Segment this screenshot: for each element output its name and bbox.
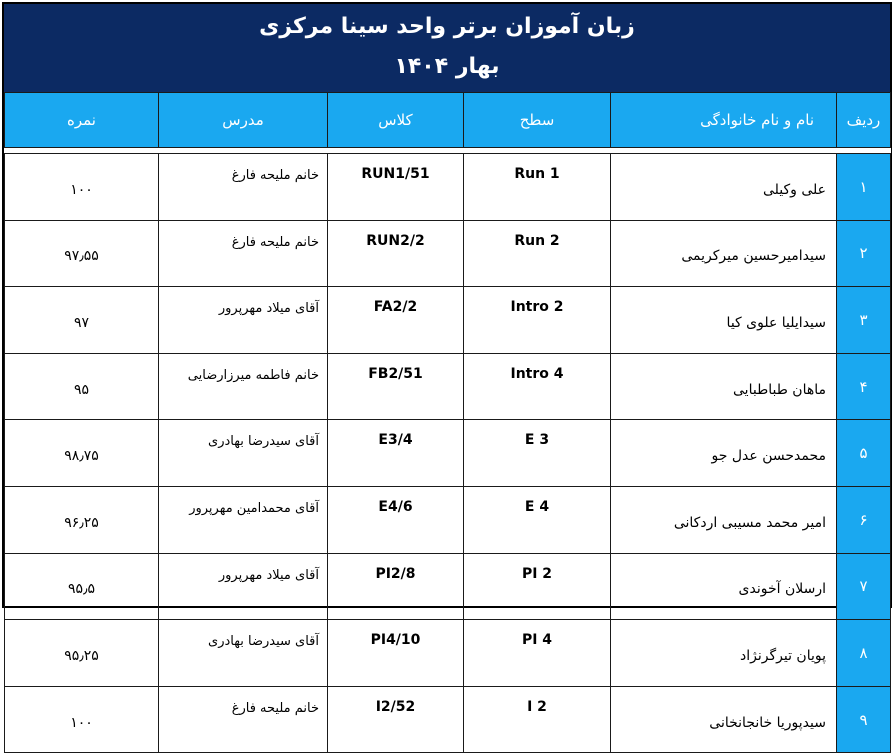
student-name: پویان تیرگرنژاد	[611, 620, 837, 687]
student-score: ۹۷	[5, 287, 159, 354]
honor-roll-sheet	[2, 2, 892, 731]
student-name: سیدایلیا علوی کیا	[611, 287, 837, 354]
student-level: PI 2	[464, 553, 611, 620]
student-level: Intro 4	[464, 353, 611, 420]
student-score: ۱۰۰	[5, 686, 159, 753]
student-level: Run 1	[464, 154, 611, 221]
student-class: FA2/2	[328, 287, 464, 354]
row-index: ۵	[837, 420, 891, 487]
student-name: سیدامیرحسین میرکریمی	[611, 220, 837, 287]
table-row	[5, 287, 891, 354]
column-header-teacher: مدرس	[159, 93, 328, 148]
student-name: ماهان طباطبایی	[611, 353, 837, 420]
column-header-score: نمره	[5, 93, 159, 148]
student-teacher: آقای سیدرضا بهادری	[159, 420, 328, 487]
student-name: ارسلان آخوندی	[611, 553, 837, 620]
student-level: I 2	[464, 686, 611, 753]
table-row	[5, 486, 891, 553]
students-table	[4, 92, 891, 753]
student-name: علی وکیلی	[611, 154, 837, 221]
student-teacher: آقای میلاد مهرپرور	[159, 553, 328, 620]
student-level: Intro 2	[464, 287, 611, 354]
row-index: ۳	[837, 287, 891, 354]
row-index: ۷	[837, 553, 891, 620]
table-row	[5, 353, 891, 420]
student-score: ۹۸٫۷۵	[5, 420, 159, 487]
student-name: محمدحسن عدل جو	[611, 420, 837, 487]
student-teacher: خانم ملیحه فارغ	[159, 686, 328, 753]
student-class: PI4/10	[328, 620, 464, 687]
table-row	[5, 686, 891, 753]
page-title: زبان آموزان برتر واحد سینا مرکزی	[259, 14, 635, 39]
row-index: ۲	[837, 220, 891, 287]
student-teacher: خانم فاطمه میرزارضایی	[159, 353, 328, 420]
table-row	[5, 620, 891, 687]
column-header-name: نام و نام خانوادگی	[611, 93, 837, 148]
row-index: ۴	[837, 353, 891, 420]
student-class: RUN2/2	[328, 220, 464, 287]
column-header-level: سطح	[464, 93, 611, 148]
table-row	[5, 220, 891, 287]
column-header-index: ردیف	[837, 93, 891, 148]
row-index: ۹	[837, 686, 891, 753]
student-level: E 3	[464, 420, 611, 487]
student-teacher: آقای سیدرضا بهادری	[159, 620, 328, 687]
student-level: Run 2	[464, 220, 611, 287]
row-index: ۸	[837, 620, 891, 687]
student-score: ۱۰۰	[5, 154, 159, 221]
student-class: E3/4	[328, 420, 464, 487]
student-class: PI2/8	[328, 553, 464, 620]
student-class: RUN1/51	[328, 154, 464, 221]
page-subtitle: بهار ۱۴۰۴	[394, 54, 500, 79]
title-banner	[4, 4, 890, 92]
table-row	[5, 154, 891, 221]
table-header-row	[5, 93, 891, 148]
student-level: PI 4	[464, 620, 611, 687]
student-name: سیدپوریا خانجانخانی	[611, 686, 837, 753]
student-class: FB2/51	[328, 353, 464, 420]
row-index: ۱	[837, 154, 891, 221]
student-teacher: آقای محمدامین مهرپرور	[159, 486, 328, 553]
row-index: ۶	[837, 486, 891, 553]
student-level: E 4	[464, 486, 611, 553]
student-score: ۹۶٫۲۵	[5, 486, 159, 553]
student-class: I2/52	[328, 686, 464, 753]
student-teacher: خانم ملیحه فارغ	[159, 154, 328, 221]
column-header-class: کلاس	[328, 93, 464, 148]
student-score: ۹۵٫۲۵	[5, 620, 159, 687]
table-row	[5, 553, 891, 620]
student-score: ۹۵٫۵	[5, 553, 159, 620]
student-score: ۹۷٫۵۵	[5, 220, 159, 287]
student-teacher: آقای میلاد مهرپرور	[159, 287, 328, 354]
student-score: ۹۵	[5, 353, 159, 420]
table-row	[5, 420, 891, 487]
student-class: E4/6	[328, 486, 464, 553]
student-teacher: خانم ملیحه فارغ	[159, 220, 328, 287]
student-name: امیر محمد مسیبی اردکانی	[611, 486, 837, 553]
